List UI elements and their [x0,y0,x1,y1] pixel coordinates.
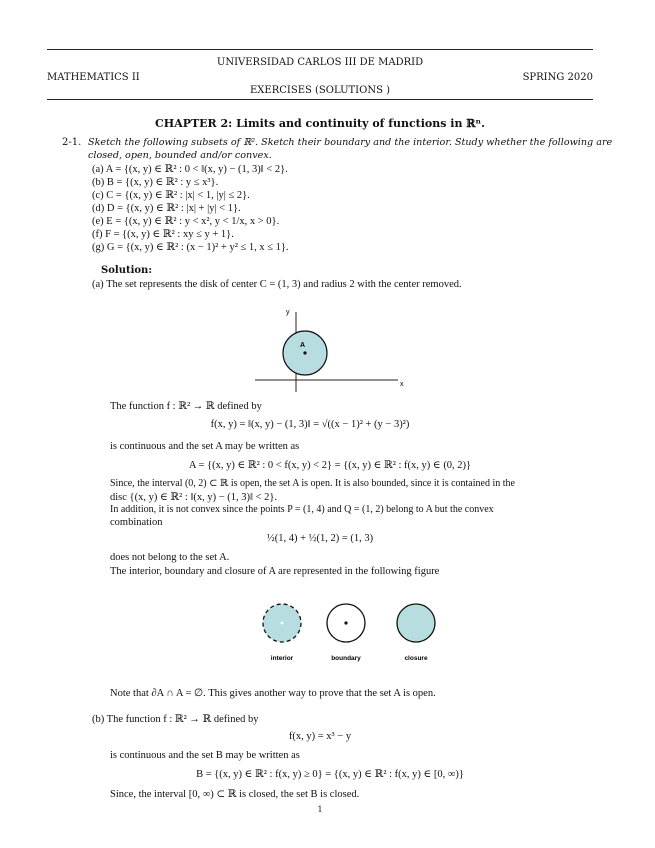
solution-a-comb-eq: ½(1, 4) + ½(1, 2) = (1, 3) [266,533,374,544]
header-subtitle: EXERCISES (SOLUTIONS ) [250,85,390,96]
solution-a-func-eq: f(x, y) = ‖(x, y) − (1, 3)‖ = √((x − 1)² + (y − 3)²) [210,419,410,430]
interior-center [281,622,284,625]
problem-item-f: (f) F = {(x, y) ∈ ℝ² : xy ≤ y + 1}. [92,229,234,240]
problem-item-g: (g) G = {(x, y) ∈ ℝ² : (x − 1)² + y² ≤ 1, x ≤ 1}. [92,242,289,253]
label-interior: interior [270,655,294,662]
x-axis-label: x [400,381,404,388]
problem-item-b: (b) B = {(x, y) ∈ ℝ² : y ≤ x³}. [92,177,219,188]
solution-a-set-eq: A = {(x, y) ∈ ℝ² : 0 < f(x, y) < 2} = {(x, y) ∈ ℝ² : f(x, y) ∈ (0, 2)} [188,460,472,471]
solution-b-closed: Since, the interval [0, ∞) ⊂ ℝ is closed, the set B is closed. [110,789,360,800]
figure-disk-a [250,300,410,395]
closure-disk [397,604,435,642]
label-boundary: boundary [331,655,361,662]
solution-b-func-eq: f(x, y) = x³ − y [288,731,352,742]
figure-interior-boundary-closure [250,595,450,670]
header-top-rule [47,49,593,50]
solution-a-convex-line2: combination [110,517,163,528]
problem-item-d: (d) D = {(x, y) ∈ ℝ² : |x| + |y| < 1}. [92,203,241,214]
header-course: MATHEMATICS II [47,72,140,83]
solution-a-cont: is continuous and the set A may be written as [110,441,300,452]
problem-statement-line1: Sketch the following subsets of ℝ². Sketch their boundary and the interior. Study whether the following are [88,137,613,148]
chapter-title: CHAPTER 2: Limits and continuity of functions in ℝⁿ. [155,117,485,130]
header-bottom-rule [47,99,593,100]
problem-item-e: (e) E = {(x, y) ∈ ℝ² : y < x², y < 1/x, x > 0}. [92,216,280,227]
solution-a-note: Note that ∂A ∩ A = ∅. This gives another way to prove that the set A is open. [110,688,436,699]
solution-a-convex-line1: In addition, it is not convex since the points P = (1, 4) and Q = (1, 2) belong to A but the convex [110,504,494,515]
header-university: UNIVERSIDAD CARLOS III DE MADRID [216,57,424,68]
solution-a-notbelong: does not belong to the set A. [110,552,230,563]
solution-a-line1: (a) The set represents the disk of center C = (1, 3) and radius 2 with the center removed. [92,279,462,290]
set-a-label: A [300,342,306,349]
solution-a-open-line1: Since, the interval (0, 2) ⊂ ℝ is open, the set A is open. It is also bounded, since it is contained in the [110,478,515,489]
disk-a-center [303,351,306,354]
problem-item-c: (c) C = {(x, y) ∈ ℝ² : |x| < 1, |y| ≤ 2}. [92,190,250,201]
solution-a-fig-intro: The interior, boundary and closure of A are represented in the following figure [110,566,440,577]
page-number: 1 [317,805,323,814]
y-axis-label: y [286,309,290,316]
header-term: SPRING 2020 [522,72,593,83]
boundary-center [344,621,347,624]
problem-number: 2-1. [62,137,82,148]
solution-b-cont: is continuous and the set B may be written as [110,750,300,761]
solution-a-open-line2: disc {(x, y) ∈ ℝ² : ‖(x, y) − (1, 3)‖ < 2}. [110,492,278,503]
solution-b-set-eq: B = {(x, y) ∈ ℝ² : f(x, y) ≥ 0} = {(x, y) ∈ ℝ² : f(x, y) ∈ [0, ∞)} [196,769,464,780]
solution-heading: Solution: [101,265,153,276]
solution-b-line1: (b) The function f : ℝ² → ℝ defined by [92,714,259,725]
label-closure: closure [404,655,428,662]
solution-a-func-intro: The function f : ℝ² → ℝ defined by [110,401,262,412]
problem-item-a: (a) A = {(x, y) ∈ ℝ² : 0 < ‖(x, y) − (1, 3)‖ < 2}. [92,164,288,175]
problem-statement-line2: closed, open, bounded and/or convex. [88,150,272,161]
